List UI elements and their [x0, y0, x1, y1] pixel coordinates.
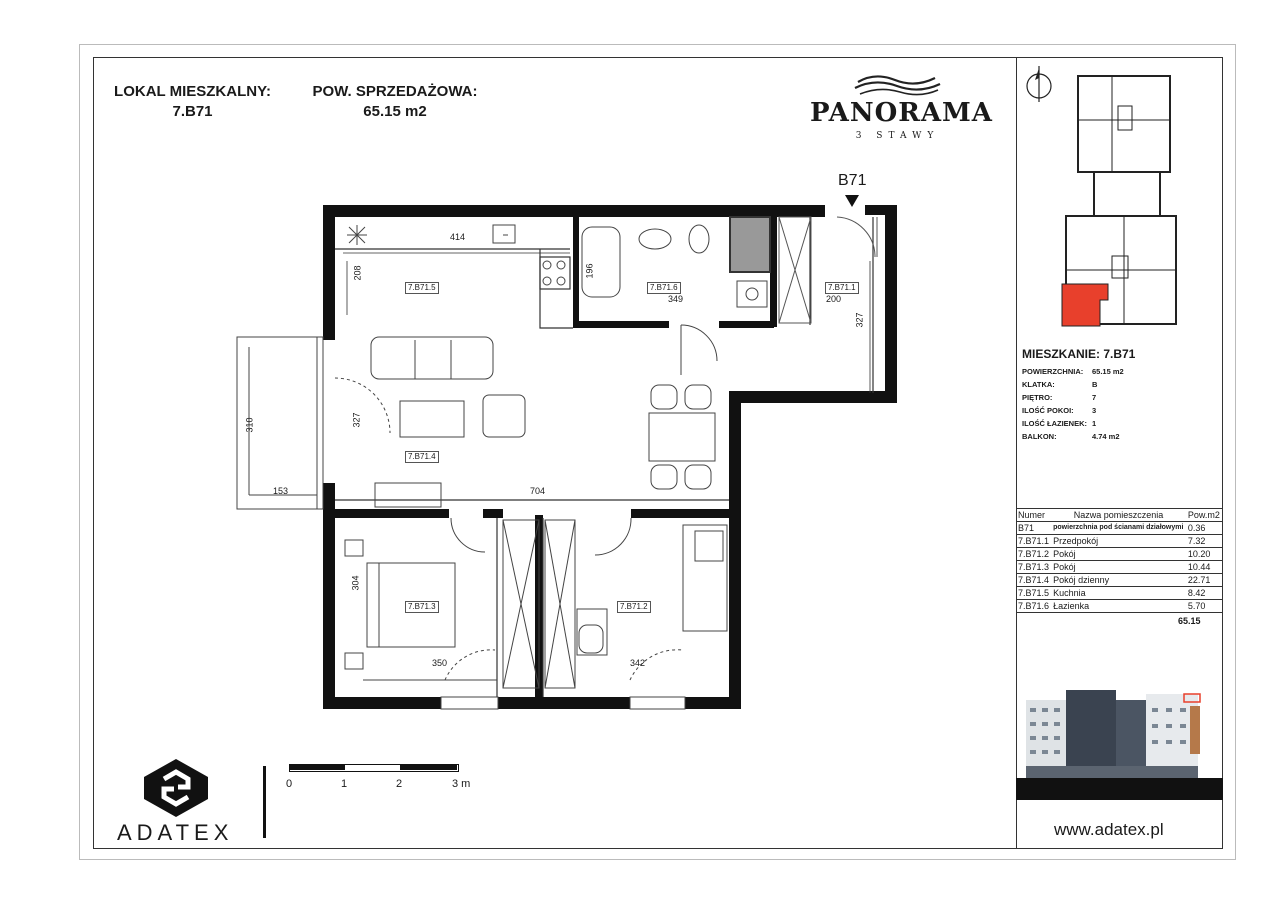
info-row-bathrooms: [1022, 417, 1212, 430]
area-label: POW. SPRZEDAŻOWA:: [312, 83, 478, 100]
panorama-wave-logo: [850, 72, 950, 98]
cell-number: 7.B71.2: [1016, 548, 1051, 561]
room-table-total: 65.15: [1178, 616, 1201, 626]
area-value: 65.15 m2: [363, 103, 427, 120]
dim-balcony-height: 310: [244, 417, 255, 433]
info-row-rooms: [1022, 404, 1212, 417]
floor-plan: [225, 165, 910, 715]
unit-label: LOKAL MIESZKALNY:: [114, 83, 271, 100]
dim-room2-width: 342: [630, 658, 646, 668]
dim-bath-width: 349: [668, 294, 684, 304]
header-number: Numer: [1016, 509, 1051, 522]
dim-room3-width: 350: [432, 658, 448, 668]
table-row: [1016, 522, 1222, 535]
cell-area: 10.44: [1186, 561, 1222, 574]
adatex-logo-icon: [140, 757, 212, 819]
cell-number: 7.B71.1: [1016, 535, 1051, 548]
brand-name: PANORAMA: [810, 98, 993, 128]
room-table: [1016, 508, 1222, 613]
building-elevation-image: [1016, 686, 1223, 802]
info-label: KLATKA:: [1022, 380, 1055, 389]
scale-label-1: 1: [341, 778, 348, 790]
table-row: [1016, 561, 1222, 574]
table-row: [1016, 600, 1222, 613]
building-key-plan: [1052, 70, 1182, 330]
scale-label-3: 3 m: [452, 778, 471, 790]
cell-area: 22.71: [1186, 574, 1222, 587]
scale-bar: [289, 764, 459, 772]
info-value: 3: [1092, 406, 1097, 415]
info-label: ILOŚĆ ŁAZIENEK:: [1022, 419, 1087, 428]
unit-value: 7.B71: [172, 103, 213, 120]
cell-area: 7.32: [1186, 535, 1222, 548]
dim-room3-height: 304: [350, 575, 361, 591]
info-value: 4.74 m2: [1092, 432, 1120, 441]
dim-kitchen-height: 208: [352, 265, 363, 281]
info-row-floor: [1022, 391, 1212, 404]
cell-number: B71: [1016, 522, 1051, 535]
dim-hall-width: 200: [826, 294, 842, 304]
table-row: [1016, 535, 1222, 548]
info-value: B: [1092, 380, 1098, 389]
table-row: [1016, 548, 1222, 561]
brand-subtitle: 3 STAWY: [855, 131, 940, 141]
cell-number: 7.B71.3: [1016, 561, 1051, 574]
cell-name: Kuchnia: [1051, 587, 1186, 600]
info-label: POWIERZCHNIA:: [1022, 367, 1084, 376]
entrance-label: B71: [838, 172, 867, 189]
info-value: 65.15 m2: [1092, 367, 1124, 376]
scale-label-0: 0: [286, 778, 293, 790]
website-url[interactable]: www.adatex.pl: [1054, 820, 1164, 839]
dim-living-width: 704: [530, 486, 546, 496]
room-label-6: 7.B71.6: [647, 282, 681, 294]
dim-balcony-width: 153: [273, 486, 289, 496]
cell-area: 10.20: [1186, 548, 1222, 561]
cell-name: powierzchnia pod ścianami działowymi: [1051, 522, 1186, 535]
dim-kitchen-width: 414: [450, 232, 466, 242]
apartment-info: [1022, 365, 1212, 443]
cell-area: 0.36: [1186, 522, 1222, 535]
scale-label-2: 2: [396, 778, 403, 790]
room-label-5: 7.B71.5: [405, 282, 439, 294]
cell-name: Łazienka: [1051, 600, 1186, 613]
room-label-2: 7.B71.2: [617, 601, 651, 613]
room-label-1: 7.B71.1: [825, 282, 859, 294]
company-name: ADATEX: [117, 820, 234, 845]
cell-name: Pokój dzienny: [1051, 574, 1186, 587]
info-label: BALKON:: [1022, 432, 1057, 441]
info-row-balcony: [1022, 430, 1212, 443]
cell-number: 7.B71.6: [1016, 600, 1051, 613]
table-row: [1016, 587, 1222, 600]
header-name: Nazwa pomieszczenia: [1051, 509, 1186, 522]
dim-bath-height: 196: [584, 263, 595, 279]
cell-name: Przedpokój: [1051, 535, 1186, 548]
dim-hall-height: 327: [854, 312, 865, 328]
info-row-area: [1022, 365, 1212, 378]
info-value: 1: [1092, 419, 1097, 428]
info-label: PIĘTRO:: [1022, 393, 1053, 402]
info-value: 7: [1092, 393, 1097, 402]
table-row: [1016, 574, 1222, 587]
info-row-stairwell: [1022, 378, 1212, 391]
header-area: Pow.m2: [1186, 509, 1222, 522]
room-label-3: 7.B71.3: [405, 601, 439, 613]
cell-area: 8.42: [1186, 587, 1222, 600]
info-label: ILOŚĆ POKOI:: [1022, 406, 1074, 415]
apartment-title: MIESZKANIE: 7.B71: [1022, 347, 1136, 361]
cell-area: 5.70: [1186, 600, 1222, 613]
cell-number: 7.B71.5: [1016, 587, 1051, 600]
footer-divider: [263, 766, 266, 838]
cell-number: 7.B71.4: [1016, 574, 1051, 587]
cell-name: Pokój: [1051, 548, 1186, 561]
room-table-header: [1016, 509, 1222, 522]
dim-living-height: 327: [351, 412, 362, 428]
cell-name: Pokój: [1051, 561, 1186, 574]
room-label-4: 7.B71.4: [405, 451, 439, 463]
